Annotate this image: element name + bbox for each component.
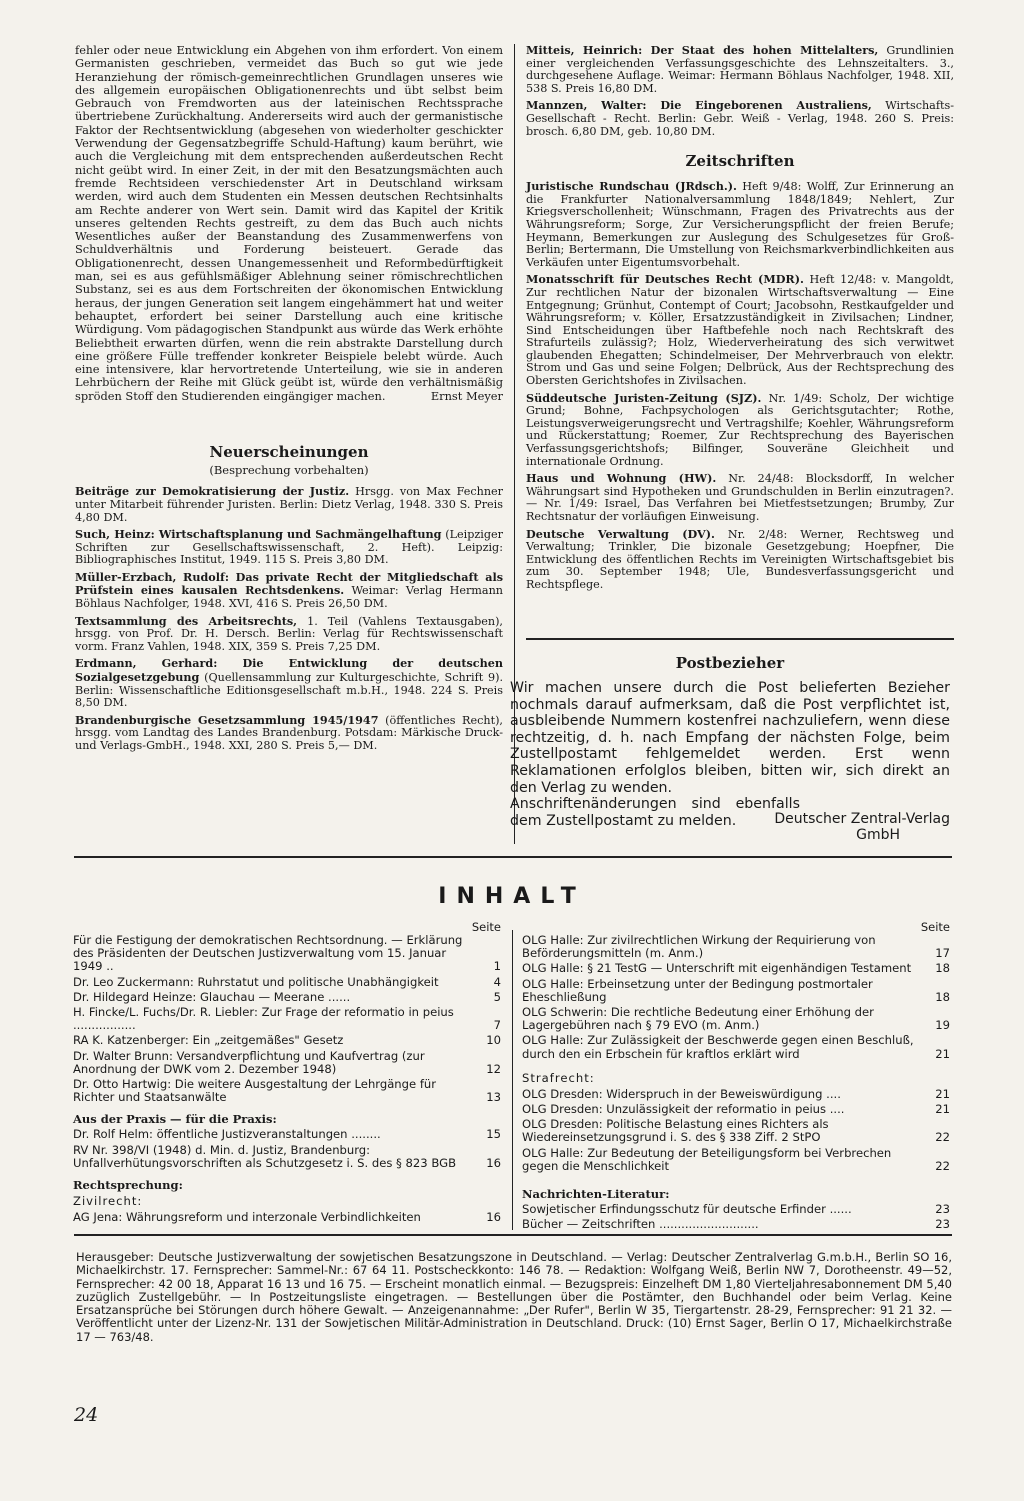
toc-entry: OLG Halle: Zur Bedeutung der Beteiligungsform bei Verbrechen gegen die Menschlichkeit 22 bbox=[522, 1145, 950, 1173]
list-item: Monatsschrift für Deutsches Recht (MDR). Heft 12/48: v. Mangoldt, Zur rechtlichen Natur der bizonalen Wirtschaftsverwaltung — Eine Entgegnung; Grünhut, Contempt of Court; Jacobsohn, Restkaufgelder und Währungsreform; v. Köller, Ersatzzuständigkeit in Zivilsachen; Lindner, Sind Entscheidungen über Haftbefehle noch nach Rechtskraft des Strafurteils zulässig?; Holz, Wiederverheiratung des sich verwitwet glaubenden Ehegatten; Schindelmeiser, Der Mehrverbrauch von elektr. Strom und Gas und seine Folgen; Delbrück, Aus der Rechtsprechung des Obersten Gerichtshofes in Zivilsachen. bbox=[526, 272, 954, 388]
left-column bbox=[75, 44, 503, 757]
toc-entry: OLG Halle: Zur Zulässigkeit der Beschwerde gegen einen Beschluß, durch den ein Erbschein für kraftlos erklärt wird 21 bbox=[522, 1033, 950, 1061]
seite-label: Seite bbox=[471, 920, 501, 934]
list-item: Mannzen, Walter: Die Eingeborenen Australiens, Wirtschafts-Gesellschaft - Recht. Berlin: Gebr. Weiß - Verlag, 1948. 260 S. Preis: brosch. 6,80 DM, geb. 10,80 DM. bbox=[526, 98, 954, 138]
neuerscheinungen-subtitle: (Besprechung vorbehalten) bbox=[209, 463, 369, 478]
postbezieher-text-2: Anschriftenänderungen sind ebenfalls dem Zustellpostamt zu melden. bbox=[510, 796, 800, 829]
list-item: Müller-Erzbach, Rudolf: Das private Recht der Mitgliedschaft als Prüfstein eines kausalen Rechtsdenkens. Weimar: Verlag Hermann Böhlaus Nachfolger, 1948. XVI, 416 S. Preis 26,50 DM. bbox=[75, 569, 503, 611]
list-item: Deutsche Verwaltung (DV). Nr. 2/48: Werner, Rechtsweg und Verwaltung; Trinkler, Die bizonale Gesetzgebung; Hoepfner, Die Entwicklung des öffentlichen Rechts im Vereinigten Wirtschaftsgebiet bis zum 30. September 1948; Ule, Bundesverfassungsgericht und Rechtspflege. bbox=[526, 526, 954, 591]
list-item: Such, Heinz: Wirtschaftsplanung und Sachmängelhaftung (Leipziger Schriften zur Gesellschaftswissenschaft, 2. Heft). Leipzig: Bibliographisches Institut, 1949. 115 S. Preis 3,80 DM. bbox=[75, 527, 503, 567]
list-item: Beiträge zur Demokratisierung der Justiz. Hrsgg. von Max Fechner unter Mitarbeit führender Juristen. Berlin: Dietz Verlag, 1948. 330 S. Preis 4,80 DM. bbox=[75, 484, 503, 524]
toc-entry: Dr. Rolf Helm: öffentliche Justizveranstaltungen ........ 15 bbox=[73, 1127, 501, 1142]
postbezieher-signature: Deutscher Zentral-Verlag GmbH bbox=[774, 811, 950, 844]
toc-entry: Dr. Walter Brunn: Versandverpflichtung und Kaufvertrag (zur Anordnung der DWK vom 2. Dezember 1948) 12 bbox=[73, 1048, 501, 1076]
toc-entry: OLG Dresden: Unzulässigkeit der reformatio in peius .... 21 bbox=[522, 1102, 950, 1117]
toc-entry: AG Jena: Währungsreform und interzonale Verbindlichkeiten 16 bbox=[73, 1210, 501, 1225]
postbezieher-box bbox=[510, 654, 950, 843]
toc-entry: RA K. Katzenberger: Ein „zeitgemäßes" Gesetz 10 bbox=[73, 1033, 501, 1048]
toc-section-praxis: Aus der Praxis — für die Praxis: bbox=[73, 1112, 277, 1127]
seite-label: Seite bbox=[920, 920, 950, 934]
right-column bbox=[526, 44, 954, 596]
page-number: 24 bbox=[74, 1404, 99, 1426]
section-divider bbox=[74, 856, 952, 858]
toc-entry: Für die Festigung der demokratischen Rechtsordnung. — Erklärung des Präsidenten der Deutschen Justizverwaltung vom 15. Januar 1949 .. 1 bbox=[73, 933, 501, 974]
list-item: Textsammlung des Arbeitsrechts, 1. Teil (Vahlens Textausgaben), hrsgg. von Prof. Dr. H. Dersch. Berlin: Verlag für Rechtswissenschaft vorm. Franz Vahlen, 1948. XIX, 359 S. Preis 7,25 DM. bbox=[75, 613, 503, 653]
review-text: fehler oder neue Entwicklung ein Abgehen von ihm erfordert. Von einem Germanisten geschrieben, vermeidet das Buch so gut wie jede Heranziehung der römisch-gemeinrechtlichen Grundlagen unseres wie des allgemein europäischen Obligationenrechts und übt selbst beim Gebrauch von Fremdworten aus der lateinischen Rechtssprache übertriebene Zurückhaltung. Andererseits wird auch der germanistische Faktor der Rechtsentwicklung (abgesehen von wiederholter geschickter Verwendung der Gegensatzbegriffe Schuld-Haftung) kaum berührt, wie auch die Vergleichung mit dem entsprechenden außerdeutschen Recht nicht geübt wird. In einer Zeit, in der mit den Besatzungsmächten auch fremde Rechtsideen verschiedenster Art in Deutschland wirksam werden, wird auch dem Studenten ein Messen deutschen Rechtsinhalts am Rechte anderer von Wert sein. Damit wird das Kapitel der Kritik unseres geltenden Rechts gestreift, zu dem das Buch auch nichts Wesentliches außer der Beanstandung des Zusammenwerfens von Schuldverhältnis und Forderung beisteuert. Gerade das Obligationenrecht, dessen Unangemessenheit und Reformbedürftigkeit man, sei es aus gefühlsmäßiger Ablehnung seiner römischrechtlichen Substanz, sei es aus dem Fortschreiten der ökonomischen Entwicklung heraus, der jungen Generation seit langem eingehämmert hat und weiter behauptet, erfordert bei seiner Darstellung auch eine kritische Würdigung. Vom pädagogischen Standpunkt aus würde das Werk erhöhte Beliebtheit erwarten dürfen, wenn die rein abstrakte Darstellung durch eine größere Fülle treffender konkreter Beispiele belebt würde. Auch eine intensivere, klar hervortretende Unterteilung, wie sie in anderen Lehrbüchern der Reihe mit Glück geübt ist, würde den verhältnismäßig spröden Stoff den Studierenden eingängiger machen. bbox=[75, 43, 503, 403]
toc-subsection-zivilrecht: Zivilrecht: bbox=[73, 1194, 143, 1209]
neuerscheinungen-list bbox=[75, 485, 503, 752]
list-item: Erdmann, Gerhard: Die Entwicklung der deutschen Sozialgesetzgebung (Quellensammlung zur Kulturgeschichte, Schrift 9). Berlin: Wissenschaftliche Editionsgesellschaft m.b.H., 1948. 224 S. Preis 8,50 DM. bbox=[75, 656, 503, 710]
review-author: Ernst Meyer bbox=[430, 389, 503, 404]
toc-entry: OLG Dresden: Politische Belastung eines Richters als Wiedereinsetzungsgrund i. S. des § 338 Ziff. 2 StPO 22 bbox=[522, 1117, 950, 1145]
zeitschriften-heading: Zeitschriften bbox=[685, 152, 795, 171]
toc-entry: Dr. Leo Zuckermann: Ruhrstatut und politische Unabhängigkeit 4 bbox=[73, 974, 501, 989]
list-item: Juristische Rundschau (JRdsch.). Heft 9/48: Wolff, Zur Erinnerung an die Frankfurter Nationalversammlung 1848/1849; Nehlert, Zur Kriegsverschollenheit; Wünschmann, Fragen des Privatrechts aus der Währungsreform; Sorge, Zur Versicherungspflicht der freien Berufe; Heymann, Bemerkungen zur Auslegung des Schulgesetzes für Groß-Berlin; Bertermann, Die Umstellung von Reichsmarkverbindlichkeiten aus Verkäufen unter Eigentumsvorbehalt. bbox=[526, 179, 954, 269]
postbezieher-text: Wir machen unsere durch die Post belieferten Bezieher nochmals darauf aufmerksam, daß die Post verpflichtet ist, ausbleibende Nummern kostenfrei nachzuliefern, wenn diese rechtzeitig, d. h. nach Empfang der nächsten Folge, beim Zustellpostamt fehlgemeldet werden. Erst wenn Reklamationen erfolglos bleiben, bitten wir, sich direkt an den Verlag zu wenden. bbox=[510, 680, 950, 796]
toc-section-nachrichten: Nachrichten-Literatur: bbox=[522, 1187, 670, 1202]
toc-entry: Sowjetischer Erfindungsschutz für deutsche Erfinder ...... 23 bbox=[522, 1202, 950, 1217]
toc-entry: H. Fincke/L. Fuchs/Dr. R. Liebler: Zur Frage der reformatio in peius ................. 7 bbox=[73, 1005, 501, 1033]
toc-entry: Dr. Hildegard Heinze: Glauchau — Meerane ...... 5 bbox=[73, 989, 501, 1004]
toc-entry: RV Nr. 398/VI (1948) d. Min. d. Justiz, Brandenburg: Unfallverhütungsvorschriften als Schutzgesetz i. S. des § 823 BGB 16 bbox=[73, 1142, 501, 1170]
list-item: Brandenburgische Gesetzsammlung 1945/1947 (öffentliches Recht), hrsgg. vom Landtag des Landes Brandenburg. Potsdam: Märkische Druck- und Verlags-GmbH., 1948. XXI, 280 S. Preis 5,— DM. bbox=[75, 712, 503, 752]
list-item: Haus und Wohnung (HW). Nr. 24/48: Blocksdorff, In welcher Währungsart sind Hypotheken und Grundschulden in Berlin einzutragen?. — Nr. 1/49: Israel, Das Verfahren bei Mietfestsetzungen; Brumby, Zur Rechtsnatur der vorläufigen Einweisung. bbox=[526, 471, 954, 523]
toc-entry: Bücher — Zeitschriften ........................... 23 bbox=[522, 1217, 950, 1232]
toc-entry: OLG Schwerin: Die rechtliche Bedeutung einer Erhöhung der Lagergebühren nach § 79 EVO (m. Anm.) 19 bbox=[522, 1005, 950, 1033]
toc-entry: OLG Halle: Zur zivilrechtlichen Wirkung der Requirierung von Beförderungsmitteln (m. Anm.) 17 bbox=[522, 933, 950, 961]
toc-right-column bbox=[522, 920, 950, 1233]
neuerscheinungen-heading: Neuerscheinungen bbox=[209, 443, 369, 462]
toc-entry: Dr. Otto Hartwig: Die weitere Ausgestaltung der Lehrgänge für Richter und Staatsanwälte 13 bbox=[73, 1077, 501, 1105]
toc-entry: OLG Dresden: Widerspruch in der Beweiswürdigung .... 21 bbox=[522, 1086, 950, 1101]
toc-entry: OLG Halle: Erbeinsetzung unter der Bedingung postmortaler Eheschließung 18 bbox=[522, 976, 950, 1004]
toc-title: INHALT bbox=[438, 884, 586, 909]
toc-column-divider bbox=[512, 930, 513, 1230]
toc-left-column bbox=[73, 920, 501, 1226]
list-item: Mitteis, Heinrich: Der Staat des hohen Mittelalters, Grundlinien einer vergleichenden Verfassungsgeschichte des Lehnszeitalters. 3., durchgesehene Auflage. Weimar: Hermann Böhlaus Nachfolger, 1948. XII, 538 S. Preis 16,80 DM. bbox=[526, 43, 954, 95]
postbezieher-heading: Postbezieher bbox=[675, 654, 785, 672]
imprint: Herausgeber: Deutsche Justizverwaltung der sowjetischen Besatzungszone in Deutschland. — Verlag: Deutscher Zentralverlag G.m.b.H., Berlin SO 16, Michaelkirchstr. 17. Fernsprecher: Sammel-Nr.: 67 64 11. Postscheckkonto: 146 78. — Redaktion: Wolfgang Weiß, Berlin NW 7, Dorotheenstr. 49—52, Fernsprecher: 42 00 18, Apparat 16 13 und 16 75. — Erscheint monatlich einmal. — Bezugspreis: Einzelheft DM 1,80 Vierteljahresabonnement DM 5,40 zuzüglich Zustellgebühr. — In Postzeitungsliste eingetragen. — Bestellungen über die Postämter, den Buchhandel oder beim Verlag. Keine Ersatzansprüche bei Störungen durch höhere Gewalt. — Anzeigenannahme: „Der Rufer", Berlin W 35, Tiergartenstr. 28-29, Fernsprecher: 91 21 32. — Veröffentlicht unter der Lizenz-Nr. 131 der Sowjetischen Militär-Administration in Deutschland. Druck: (10) Ernst Sager, Berlin O 17, Michaelkirchstraße 17 — 763/48. bbox=[76, 1250, 952, 1344]
toc-subsection-strafrecht: Strafrecht: bbox=[522, 1070, 595, 1085]
section-divider bbox=[526, 638, 954, 640]
toc-entry: OLG Halle: § 21 TestG — Unterschrift mit eigenhändigen Testament 18 bbox=[522, 961, 950, 976]
toc-section-rechtsprechung: Rechtsprechung: bbox=[73, 1178, 183, 1193]
section-divider bbox=[74, 1234, 952, 1236]
list-item: Süddeutsche Juristen-Zeitung (SJZ). Nr. 1/49: Scholz, Der wichtige Grund; Bohne, Fachpsychologen als Gerichtsgutachter; Rothe, Leistungsverweigerungsrecht und Vertragshilfe; Koehler, Währungsreform und Rückerstattung; Roemer, Zur Rechtsprechung des Bayerischen Verfassungsgerichtshofs; Bilfinger, Souveräne Gleichheit und internationale Ordnung. bbox=[526, 390, 954, 468]
zeitschriften-list bbox=[526, 180, 954, 591]
